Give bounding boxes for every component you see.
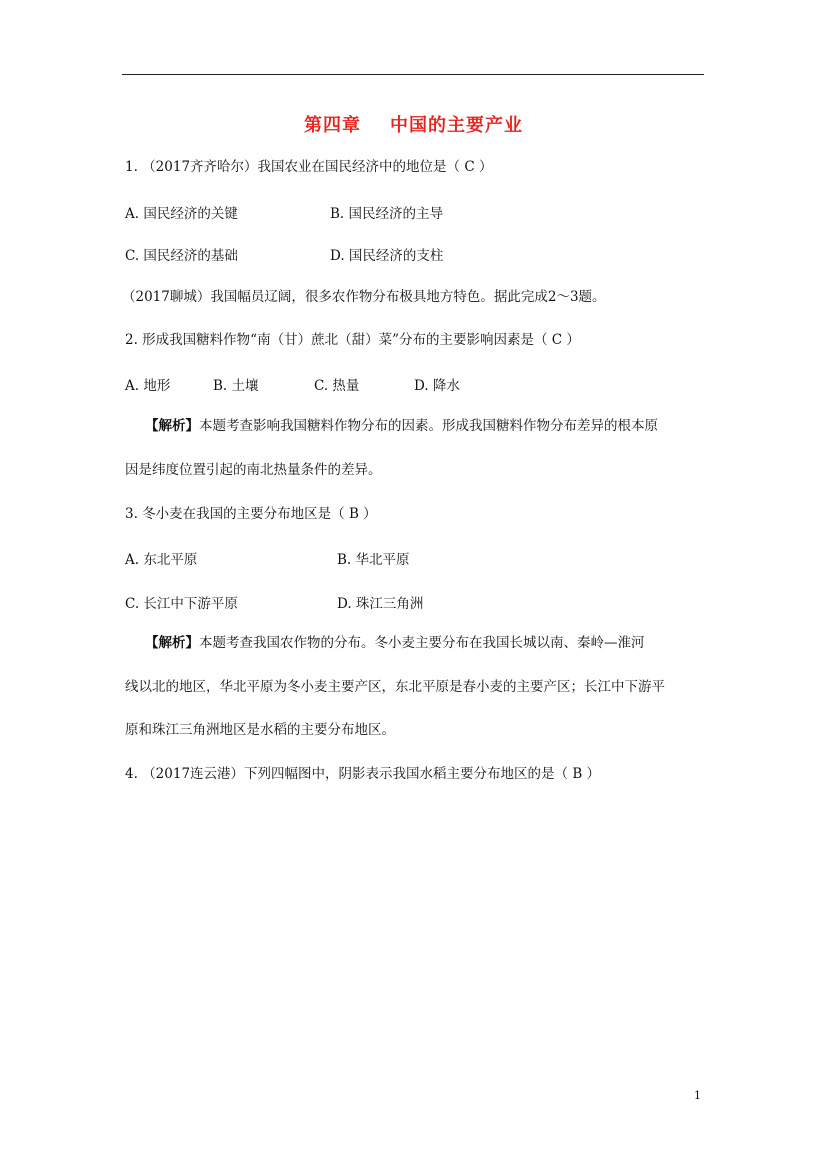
page-number: 1	[694, 1089, 701, 1102]
question-1-stem: 1. （2017齐齐哈尔）我国农业在国民经济中的地位是（ C ）	[125, 159, 493, 175]
question-3-stem: 3. 冬小麦在我国的主要分布地区是（ B ）	[125, 506, 377, 522]
question-1-option-c: C. 国民经济的基础	[125, 248, 238, 264]
question-2-analysis-line-1	[145, 417, 658, 435]
question-4-stem: 4. （2017连云港）下列四幅图中，阴影表示我国水稻主要分布地区的是（ B ）	[125, 766, 601, 782]
analysis-tag: 【解析】	[145, 418, 199, 434]
question-3-analysis-line-2: 线以北的地区，华北平原为冬小麦主要产区，东北平原是春小麦的主要产区；长江中下游平	[125, 679, 665, 695]
question-2-stem: 2. 形成我国糖料作物“南（甘）蔗北（甜）菜”分布的主要影响因素是（ C ）	[125, 332, 580, 348]
header-rule	[122, 74, 704, 75]
chapter-title: 第四章 中国的主要产业	[303, 115, 524, 136]
question-3-option-a: A. 东北平原	[125, 552, 198, 568]
analysis-tag: 【解析】	[145, 635, 199, 651]
analysis-text: 本题考查我国农作物的分布。冬小麦主要分布在我国长城以南、秦岭—淮河	[199, 635, 645, 651]
question-3-analysis-line-1	[145, 634, 645, 652]
question-3-option-c: C. 长江中下游平原	[125, 596, 238, 612]
question-1-option-a: A. 国民经济的关键	[125, 206, 238, 222]
question-3-analysis-line-3: 原和珠江三角洲地区是水稻的主要分布地区。	[125, 722, 395, 738]
question-group-intro: （2017聊城）我国幅员辽阔，很多农作物分布极具地方特色。据此完成2～3题。	[122, 289, 606, 305]
question-2-option-c: C. 热量	[314, 378, 360, 394]
analysis-text: 本题考查影响我国糖料作物分布的因素。形成我国糖料作物分布差异的根本原	[199, 418, 658, 434]
question-3-option-d: D. 珠江三角洲	[337, 596, 424, 612]
question-1-option-d: D. 国民经济的支柱	[330, 248, 444, 264]
question-2-analysis-line-2: 因是纬度位置引起的南北热量条件的差异。	[125, 462, 382, 478]
question-3-option-b: B. 华北平原	[337, 552, 410, 568]
question-2-option-b: B. 土壤	[213, 378, 259, 394]
question-1-option-b: B. 国民经济的主导	[330, 206, 444, 222]
question-2-option-d: D. 降水	[414, 378, 460, 394]
question-2-option-a: A. 地形	[125, 378, 171, 394]
